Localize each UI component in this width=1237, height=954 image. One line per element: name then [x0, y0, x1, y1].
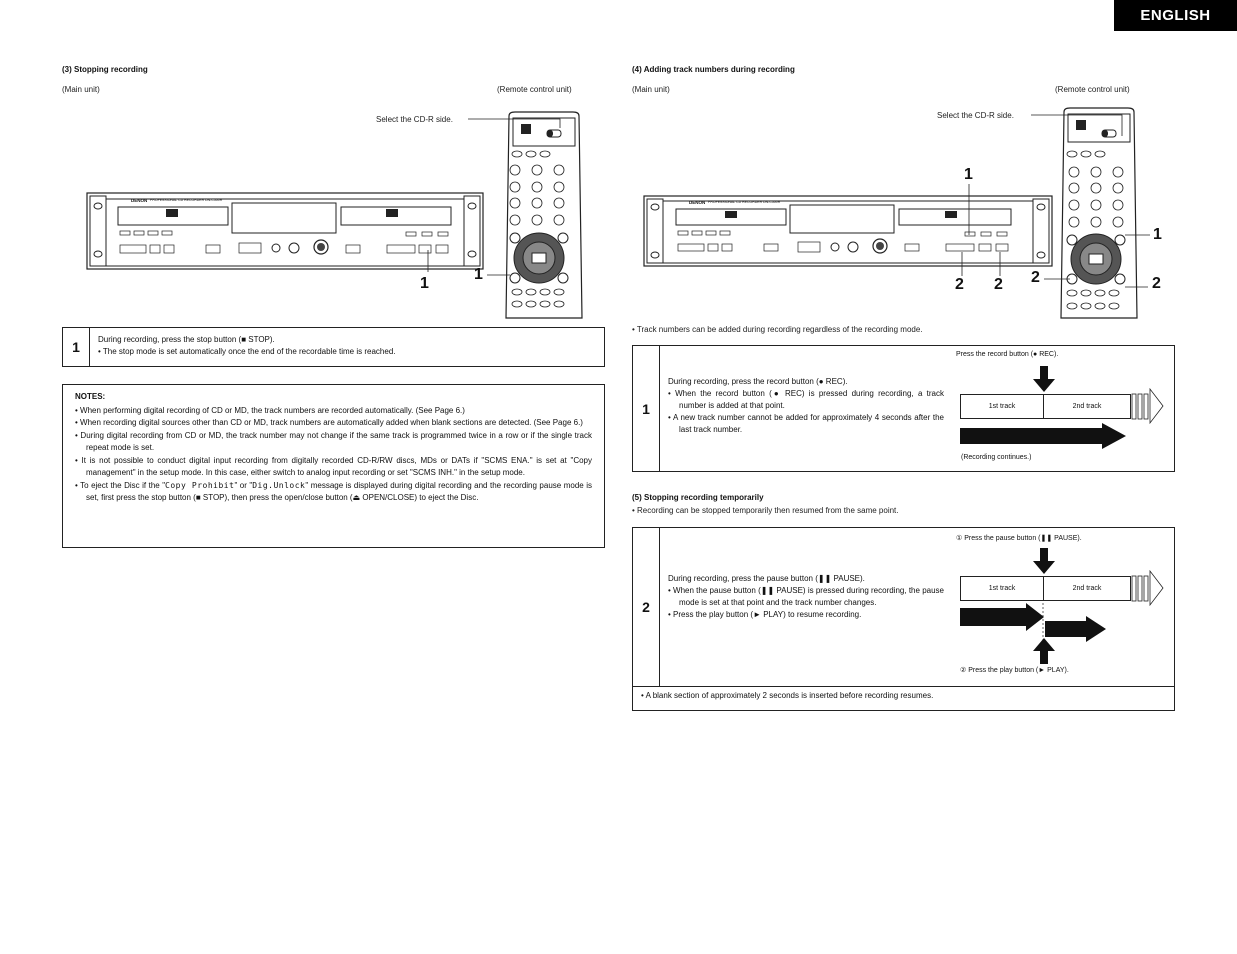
intro-bullet: • Track numbers can be added during recording regardless of the recording mode.	[632, 325, 923, 334]
step-bullet: • The stop mode is set automatically once the end of the recordable time is reached.	[98, 347, 396, 356]
track-1-cell: 1st track	[960, 394, 1044, 419]
callout-1-remote-right: 1	[1153, 226, 1162, 243]
device-brand-right: DENON	[689, 200, 706, 205]
diagram-pause-caption: ① Press the pause button (❚❚ PAUSE).	[956, 535, 1082, 542]
section-title-stopping-temporarily: (5) Stopping recording temporarily	[632, 493, 764, 502]
copy-prohibit-message: Copy Prohibit	[165, 480, 235, 490]
diagram-play-caption: ② Press the play button (► PLAY).	[960, 667, 1069, 674]
callout-2-remote-left: 2	[1031, 269, 1040, 286]
callout-1-main: 1	[420, 275, 429, 292]
dig-unlock-message: Dig.Unlock	[252, 480, 306, 490]
step-number: 1	[633, 346, 660, 471]
note-eject-mid: " or "	[234, 480, 253, 490]
step-text: During recording, press the pause button (❚❚ PAUSE).	[668, 574, 865, 583]
step-2-footer-note: • A blank section of approximately 2 seconds is inserted before recording resumes.	[632, 686, 1175, 711]
rec-down-arrow	[1033, 366, 1055, 392]
callout-2-play: 2	[994, 276, 1003, 293]
step-bullet: • Press the play button (► PLAY) to resume recording.	[668, 610, 862, 619]
play-up-arrow	[1033, 638, 1055, 664]
note-eject-post: " message is displayed during digital recording and the recording pause mode is set, first press the stop button (■ STOP), then press the open/close button (⏏ OPEN/CLOSE) to eject the Disc.	[86, 480, 592, 502]
remote-unit-label-right: (Remote control unit)	[1055, 85, 1130, 94]
main-unit-label-right: (Main unit)	[632, 85, 670, 94]
track-continuation-marks	[1131, 571, 1165, 606]
main-unit-label: (Main unit)	[62, 85, 100, 94]
remote-unit-label: (Remote control unit)	[497, 85, 572, 94]
recording-segment-arrows	[960, 603, 1110, 643]
device-model-right: PROFESSIONAL CD RECORDER DN-C550R	[708, 200, 781, 204]
callout-2-pause: 2	[955, 276, 964, 293]
track-1-cell: 1st track	[960, 576, 1044, 601]
recording-continues-caption: (Recording continues.)	[961, 454, 1032, 461]
notes-title: NOTES:	[75, 392, 106, 401]
step-bullet: • When the pause button (❚❚ PAUSE) is pressed during recording, the pause mode is set at that point and the track number changes.	[668, 586, 944, 607]
note-item: • When recording digital sources other than CD or MD, track numbers are automatically added when blank sections are detected. (See Page 6.)	[75, 418, 583, 427]
step-number: 2	[633, 528, 660, 686]
track-continuation-marks	[1131, 389, 1165, 424]
track-2-cell: 2nd track	[1043, 576, 1131, 601]
section5-bullet: • Recording can be stopped temporarily then resumed from the same point.	[632, 506, 899, 515]
note-eject-pre: • To eject the Disc if the "	[75, 480, 166, 490]
step-bullet: • When the record button (● REC) is pressed during recording, a track number is added at that point.	[668, 389, 944, 410]
language-tab: ENGLISH	[1114, 0, 1237, 31]
callout-2-remote-right: 2	[1152, 275, 1161, 292]
note-item: • When performing digital recording of CD or MD, the track numbers are recorded automatically. (See Page 6.)	[75, 405, 465, 415]
track-2-cell: 2nd track	[1043, 394, 1131, 419]
note-item: • It is not possible to conduct digital input recording from digitally recorded CD-R/RW discs, MDs or DATs if "SCMS ENA." is set at "Copy management" in the setup mode. In this case, either switch to analog input recording or set "SCMS INH." in the setup mode.	[75, 455, 592, 477]
section-title-stopping-recording: (3) Stopping recording	[62, 65, 148, 74]
note-item: • During digital recording from CD or MD, the track number may not change if the same track is programmed twice in a row or if the single track repeat mode is set.	[75, 430, 592, 452]
device-model-left: PROFESSIONAL CD RECORDER DN-C550R	[150, 198, 223, 202]
recording-continues-arrow	[960, 423, 1126, 449]
diagram-rec-caption: Press the record button (● REC).	[956, 351, 1059, 358]
device-brand-left: DENON	[131, 198, 148, 203]
section-title-adding-track-numbers: (4) Adding track numbers during recording	[632, 65, 795, 74]
step-text: During recording, press the stop button (■ STOP).	[98, 335, 275, 344]
pause-down-arrow	[1033, 548, 1055, 574]
select-cdr-side-label-right: Select the CD-R side.	[937, 111, 1014, 120]
step-text: During recording, press the record button (● REC).	[668, 377, 848, 386]
callout-1-remote: 1	[474, 266, 483, 283]
step-number: 1	[63, 328, 90, 366]
select-cdr-side-label: Select the CD-R side.	[376, 115, 453, 124]
step-bullet: • A new track number cannot be added for approximately 4 seconds after the last track number.	[668, 413, 944, 434]
callout-1-main-right: 1	[964, 166, 973, 183]
